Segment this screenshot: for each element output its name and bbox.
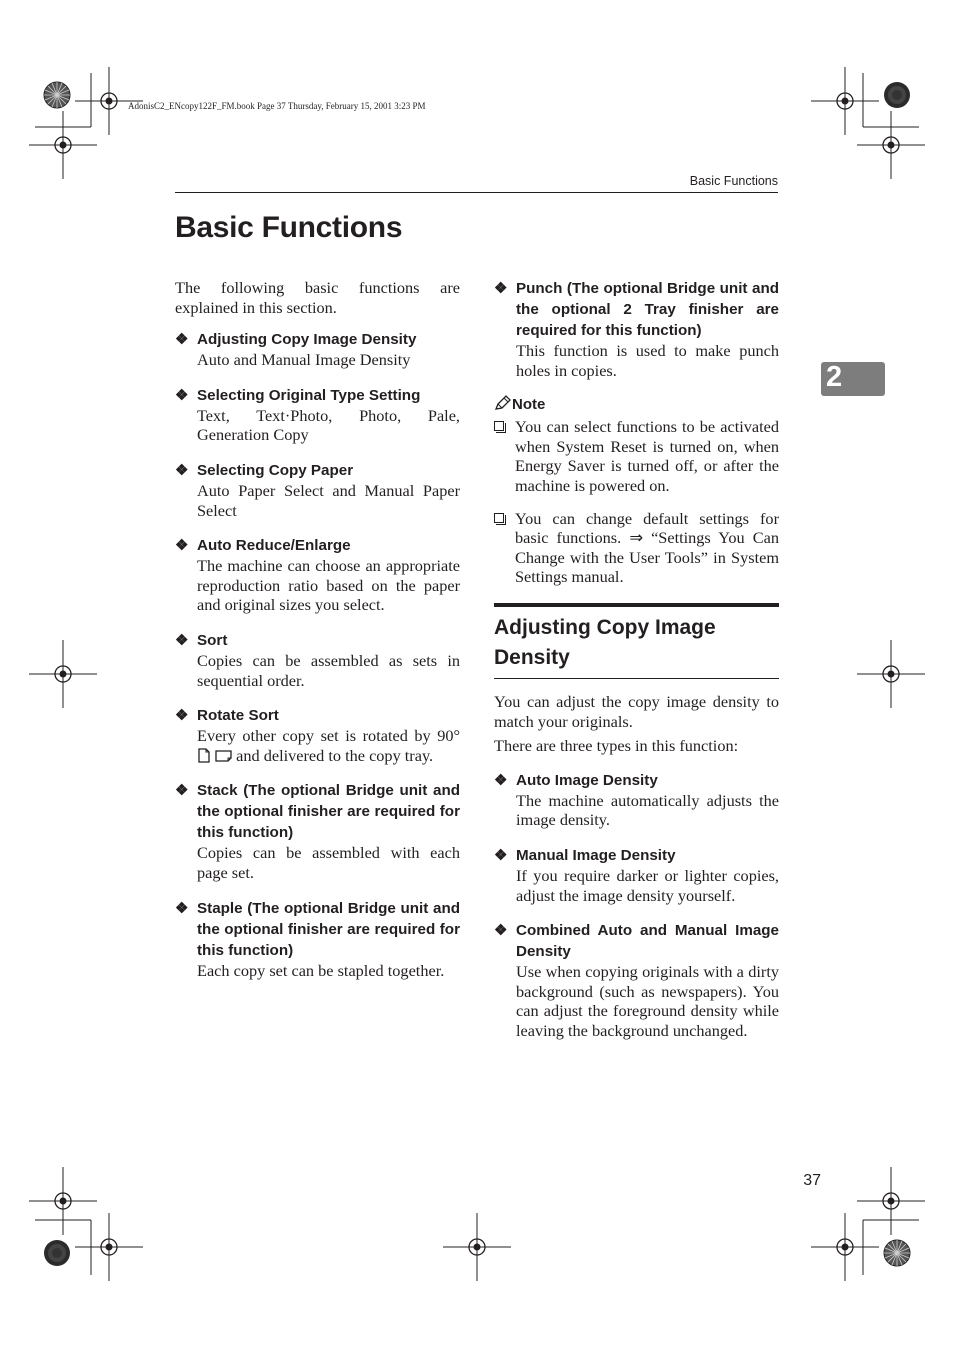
item-body: [175, 726, 460, 765]
section-intro: There are three types in this function:: [494, 736, 739, 756]
left-column: [175, 278, 460, 995]
item-heading: Punch (The optional Bridge unit and the optional 2 Tray finisher are required for this function): [516, 280, 779, 339]
item-heading: Auto Image Density: [516, 771, 658, 789]
diamond-bullet-icon: ❖: [175, 537, 189, 555]
item-heading: Stack (The optional Bridge unit and the optional finisher are required for this function): [197, 782, 460, 842]
note-heading: [494, 395, 779, 415]
item-body: Each copy set can be stapled together.: [197, 960, 445, 980]
diamond-bullet-icon: ❖: [175, 461, 189, 479]
item-body-before: Every other copy set is rotated by 90°: [197, 726, 460, 746]
item-heading: Staple (The optional Bridge unit and the optional finisher are required for this function): [197, 899, 460, 959]
function-item: [175, 329, 460, 370]
running-head: Basic Functions: [689, 174, 778, 188]
function-item: [494, 278, 779, 380]
item-body: Copies can be assembled as sets in sequential order.: [197, 650, 460, 690]
item-heading: Auto Reduce/Enlarge: [197, 537, 351, 555]
item-body: This function is used to make punch holes in copies.: [516, 341, 779, 380]
item-heading: Adjusting Copy Image Density: [197, 331, 417, 349]
note-item: [494, 509, 779, 587]
diamond-bullet-icon: ❖: [494, 922, 508, 940]
function-item: [175, 385, 460, 445]
item-heading: Rotate Sort: [197, 707, 279, 725]
diamond-bullet-icon: ❖: [175, 386, 189, 404]
function-item: [494, 845, 779, 905]
function-item: [175, 460, 460, 520]
item-body: If you require darker or lighter copies, adjust the image density yourself.: [516, 865, 779, 905]
item-body: Auto Paper Select and Manual Paper Select: [197, 480, 460, 520]
book-info: AdonisC2_ENcopy122F_FM.book Page 37 Thursday, February 15, 2001 3:23 PM: [128, 101, 426, 111]
intro-text: The following basic functions are explained in this section.: [175, 278, 460, 317]
item-body: The machine automatically adjusts the image density.: [516, 790, 779, 830]
item-heading: Combined Auto and Manual Image Density: [516, 922, 779, 961]
checkbox-bullet-icon: [494, 421, 504, 431]
item-heading: Manual Image Density: [516, 846, 676, 864]
right-column: [494, 278, 779, 1055]
function-item: [175, 898, 460, 981]
note-label: Note: [512, 396, 546, 414]
item-heading: Selecting Copy Paper: [197, 461, 354, 479]
note-item: [494, 417, 779, 495]
item-heading: Selecting Original Type Setting: [197, 386, 421, 404]
function-item: [494, 770, 779, 830]
diamond-bullet-icon: ❖: [175, 631, 189, 649]
item-body: Text, Text·Photo, Photo, Pale, Generation Copy: [197, 405, 460, 445]
portrait-page-icon: [197, 748, 211, 763]
landscape-page-icon: [215, 749, 232, 762]
page-number: 37: [803, 1172, 821, 1189]
diamond-bullet-icon: ❖: [494, 280, 508, 297]
section-heading: Adjusting Copy Image Density: [494, 603, 779, 679]
item-heading: Sort: [197, 631, 228, 649]
function-item: [175, 780, 460, 882]
section-intro: You can adjust the copy image density to match your originals.: [494, 691, 779, 731]
diamond-bullet-icon: ❖: [175, 782, 189, 800]
function-item: [175, 630, 460, 690]
item-body: Copies can be assembled with each page set.: [197, 843, 460, 882]
note-text: You can change default settings for basic functions. ⇒ “Settings You Can Change with the User Tools” in System Settings manual.: [515, 508, 779, 587]
diamond-bullet-icon: ❖: [494, 771, 508, 789]
function-item: [494, 920, 779, 1040]
pencil-note-icon: [494, 395, 512, 411]
header-rule: [175, 192, 778, 193]
item-body: Auto and Manual Image Density: [197, 350, 411, 370]
diamond-bullet-icon: ❖: [175, 899, 189, 917]
chapter-tab: [821, 362, 885, 396]
diamond-bullet-icon: ❖: [175, 707, 189, 725]
page-title: Basic Functions: [175, 211, 403, 244]
function-item: [175, 705, 460, 765]
note-text: You can select functions to be activated when System Reset is turned on, when Energy Saver is turned off, or after the machine is powered on.: [515, 417, 779, 495]
item-body: The machine can choose an appropriate reproduction ratio based on the paper and original sizes you select.: [197, 556, 460, 615]
diamond-bullet-icon: ❖: [175, 331, 189, 349]
item-body: Use when copying originals with a dirty background (such as newspapers). You can adjust the foreground density while leaving the background unchanged.: [516, 962, 779, 1040]
function-item: [175, 535, 460, 615]
checkbox-bullet-icon: [494, 513, 504, 523]
diamond-bullet-icon: ❖: [494, 846, 508, 864]
chapter-number: 2: [826, 361, 843, 393]
item-body-after: and delivered to the copy tray.: [236, 745, 434, 765]
